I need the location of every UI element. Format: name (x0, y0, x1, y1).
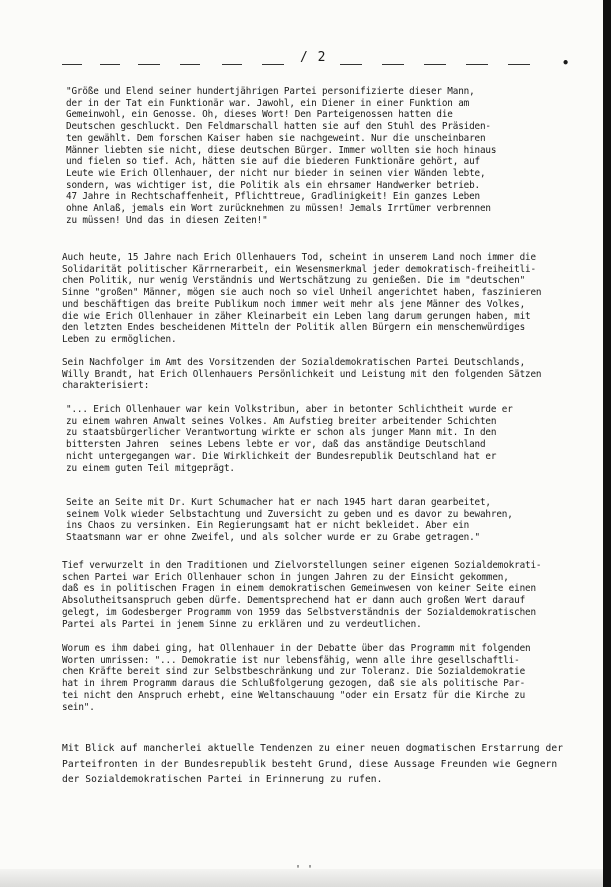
brandt-quote-part-1: "... Erich Ollenhauer war kein Volkstribun, aber in betonter Schlichtheit wurde er zu einem wahren Anwalt seines Volkes. Am Aufstieg breiter arbeitender Schichten zu staatsbürgerlicher Verantwortung wirkte er schon als junger Mann mit. In den bittersten Jahren seines Lebens lebte er vor, daß das anständige Deutschland nicht untergegangen war. Die Wirklichkeit der Bundesrepublik Deutschland hat er zu einem guten Teil mitgeprägt. (66, 404, 513, 474)
paragraph-ollenhauer-legacy: Auch heute, 15 Jahre nach Erich Ollenhauers Tod, scheint in unserem Land noch immer die Solidarität politischer Kärrnerarbeit, ein Wesensmerkmal jeder demokratisch-freiheitli- chen Politik, nur wenig Verständnis und Wertschätzung zu genießen. Die im "deutschen" Sinne "großen" Männer, mögen sie auch noch so viel Unheil angerichtet haben, faszinieren und beschäftigen das breite Publikum noch immer weit mehr als jene Männer des Volkes, die wie Erich Ollenhauer in zäher Kleinarbeit ein Leben lang darum gerungen haben, mit den letzten Endes bescheidenen Mitteln der Politik allen Bürgern ein menschenwürdiges Leben zu ermöglichen. (62, 252, 542, 345)
header-rule (382, 64, 404, 65)
header-rule (424, 64, 446, 65)
header-rule (262, 64, 284, 65)
page-number: / 2 (300, 50, 327, 65)
paragraph-brandt-intro: Sein Nachfolger im Amt des Vorsitzenden der Sozialdemokratischen Partei Deutschlands, Willy Brandt, hat Erich Ollenhauers Persönlichkeit und Leistung mit den folgenden Sätzen charakterisiert: (62, 357, 542, 392)
paragraph-godesberg-program: Tief verwurzelt in den Traditionen und Zielvorstellungen seiner eigenen Sozialdemokrati- schen Partei war Erich Ollenhauer schon in jungen Jahren zu der Einsicht gekommen, daß es in politischen Fragen in einem demokratischen Gemeinwesen von keiner Seite einen Absolutheitsanspruch geben dürfe. Dementsprechend hat er dann auch großen Wert darauf gelegt, im Godesberger Programm von 1959 das Selbstverständnis der Sozialdemokratischen Partei als Partei in jenem Sinne zu erklären und zu verdeutlichen. (62, 560, 542, 630)
header-rule (138, 64, 160, 65)
scan-bottom-edge (0, 869, 611, 887)
paragraph-closing: Mit Blick auf mancherlei aktuelle Tendenzen zu einer neuen dogmatischen Erstarrung der Parteifronten in der Bundesrepublik besteht Grund, diese Aussage Freunden wie Gegnern der Sozialdemokratischen Partei in Erinnerung zu rufen. (62, 743, 564, 785)
paragraph-program-debate: Worum es ihm dabei ging, hat Ollenhauer in der Debatte über das Programm mit folgenden Worten umrissen: "... Demokratie ist nur lebensfähig, wenn alle ihre gesellschaftli- chen Kräfte bereit sind zur Selbstbeschränkung und zur Toleranz. Die Sozialdemokratie hat in ihrem Programm daraus die Schlußfolgerung gezogen, daß sie als politische Par- tei nicht den Anspruch erhebt, eine Weltanschauung "oder ein Ersatz für die Kirche zu sein". (62, 643, 531, 713)
header-rule (508, 64, 530, 65)
header-rule (100, 64, 120, 65)
header-rule (466, 64, 488, 65)
header-rule (222, 64, 242, 65)
header-rule (340, 64, 362, 65)
opening-quote-paragraph: "Größe und Elend seiner hundertjährigen Partei personifizierte dieser Mann, der in der Tat ein Funktionär war. Jawohl, ein Diener in einer Funktion am Gemeinwohl, ein Genosse. Oh, dieses Wort! Den Parteigenossen hatten die Deutschen geschluckt. Den Feldmarschall hatten sie auf den Stuhl des Präsiden- ten gewählt. Dem forschen Kaiser haben sie nachgeweint. Nur die unscheinbaren Männer liebten sie nicht, diese deutschen Bürger. Immer wollten sie hoch hinaus und fielen so tief. Ach, hätten sie auf die biederen Funktionäre gehört, auf Leute wie Erich Ollenhauer, der nicht nur bieder in seinen vier Wänden lebte, sondern, was wichtiger ist, die Politik als ein ehrsamer Handwerker betrieb. 47 Jahre in Rechtschaffenheit, Pflichttreue, Gradlinigkeit! Ein ganzes Leben ohne Anlaß, jemals ein Wort zurücknehmen zu müssen! Jemals Irrtümer verbrennen zu müssen! Und das in diesen Zeiten!" (66, 86, 497, 226)
header-rule (180, 64, 200, 65)
brandt-quote-part-2: Seite an Seite mit Dr. Kurt Schumacher hat er nach 1945 hart daran gearbeitet, seinem Volk wieder Selbstachtung und Zuversicht zu geben und es davor zu bewahren, ins Chaos zu versinken. Ein Regierungsamt hat er nicht bekleidet. Aber ein Staatsmann war er ohne Zweifel, und als solcher wurde er zu Grabe getragen." (66, 497, 513, 544)
scan-right-edge (603, 0, 611, 887)
header-rule (62, 64, 82, 65)
corner-mark: • (562, 56, 570, 70)
